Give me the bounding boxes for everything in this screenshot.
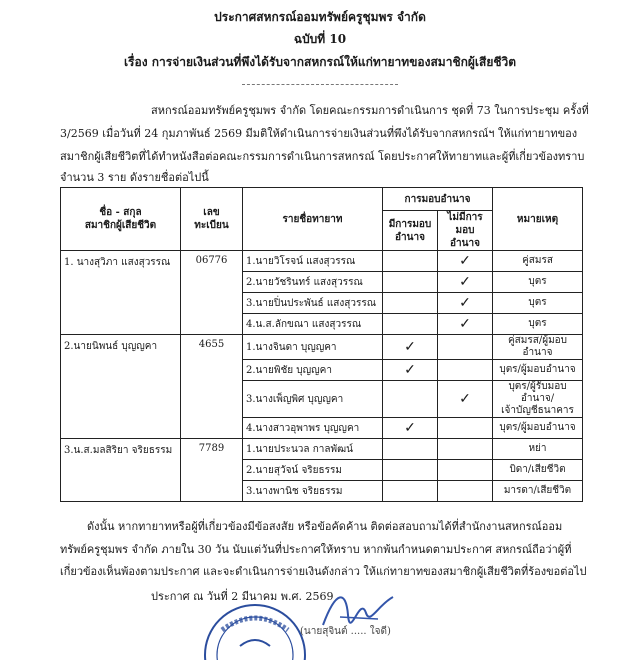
body-line-4: จำนวน 3 ราย ดังรายชื่อต่อไปนี้ — [60, 171, 209, 184]
auth-no-cell — [438, 251, 493, 272]
auth-yes-cell — [383, 314, 438, 335]
body-line-1: สหกรณ์ออมทรัพย์ครูชุมพร จำกัด โดยคณะกรรมการดำเนินการ ชุดที่ 73 ในการประชุม ครั้งที่ — [151, 104, 589, 117]
heir-name-cell: 4.น.ส.ลักขณา แสงสุวรรณ — [243, 314, 383, 335]
remark-cell: บุตร/ผู้มอบอำนาจ — [493, 418, 583, 439]
checkmark-icon: ✓ — [459, 295, 471, 311]
member-registration-cell: 7789 — [181, 439, 243, 502]
org-title: ประกาศสหกรณ์ออมทรัพย์ครูชุมพร จำกัด — [214, 10, 426, 24]
announce-date: ประกาศ ณ วันที่ 2 มีนาคม พ.ศ. 2569 — [151, 590, 334, 603]
footer-line-2: ทรัพย์ครูชุมพร จำกัด ภายใน 30 วัน นับแต่วันที่ประกาศให้ทราบ หากพ้นกำหนดตามประกาศ สหกรณ์ถือว่าผู้ที่ — [60, 543, 572, 556]
issue-number: ฉบับที่ 10 — [293, 32, 347, 46]
remark-cell: หย่า — [493, 439, 583, 460]
heir-name-cell: 1.นางจินดา บุญญคา — [243, 335, 383, 360]
remark-cell: บุตร — [493, 293, 583, 314]
checkmark-icon: ✓ — [404, 339, 416, 355]
auth-yes-cell — [383, 293, 438, 314]
auth-yes-cell — [383, 381, 438, 418]
heir-name-cell: 3.นางพานิช จริยธรรม — [243, 481, 383, 502]
remark-cell: คู่สมรส/ผู้มอบอำนาจ — [493, 335, 583, 360]
auth-no-cell — [438, 418, 493, 439]
auth-yes-cell — [383, 439, 438, 460]
col-header-auth-no: ไม่มีการ มอบอำนาจ — [438, 211, 493, 251]
remark-cell: บุตร — [493, 314, 583, 335]
col-header-heirs: รายชื่อทายาท — [243, 188, 383, 251]
table-row — [61, 251, 583, 272]
checkmark-icon: ✓ — [459, 391, 471, 407]
cooperative-seal-stamp — [200, 600, 310, 660]
signer-name-fragment: (นายสุจินต์ ..... ใจดี) — [300, 626, 391, 637]
auth-yes-cell — [383, 460, 438, 481]
footer-line-3: เกี่ยวข้องเห็นพ้องตามประกาศ และจะดำเนินการจ่ายเงินดังกล่าว ให้แก่ทายาทของสมาชิกผู้เสียชีวิตที่ร้องขอต่อไป — [60, 565, 587, 578]
remark-cell: บุตร/ผู้รับมอบอำนาจ/ เจ้าบัญชีธนาคาร — [493, 381, 583, 418]
col-header-authorization: การมอบอำนาจ — [383, 188, 493, 211]
remark-cell: บุตร — [493, 272, 583, 293]
footer-line-1: ดังนั้น หากทายาทหรือผู้ที่เกี่ยวข้องมีข้อสงสัย หรือข้อคัดค้าน ติดต่อสอบถามได้ที่สำนักงานสหกรณ์ออม — [87, 520, 563, 533]
member-registration-cell: 4655 — [181, 335, 243, 439]
auth-yes-cell — [383, 251, 438, 272]
auth-yes-cell — [383, 335, 438, 360]
auth-yes-cell — [383, 272, 438, 293]
table-row — [61, 439, 583, 460]
heirs-table — [60, 187, 583, 502]
auth-no-cell — [438, 439, 493, 460]
heir-name-cell: 2.นายสุวัจน์ จริยธรรม — [243, 460, 383, 481]
checkmark-icon: ✓ — [404, 420, 416, 436]
table-row — [61, 335, 583, 360]
member-name-cell: 3.น.ส.มลสิริยา จริยธรรม — [61, 439, 181, 502]
checkmark-icon: ✓ — [459, 274, 471, 290]
auth-yes-cell — [383, 418, 438, 439]
auth-no-cell — [438, 460, 493, 481]
heir-name-cell: 1.นายประนวล กาลพัฒน์ — [243, 439, 383, 460]
auth-no-cell — [438, 272, 493, 293]
checkmark-icon: ✓ — [459, 253, 471, 269]
heir-name-cell: 3.นายปิ่นประพันธ์ แสงสุวรรณ — [243, 293, 383, 314]
title-divider — [242, 84, 398, 85]
col-header-auth-yes: มีการมอบ อำนาจ — [383, 211, 438, 251]
member-name-cell: 2.นายนิพนธ์ บุญญคา — [61, 335, 181, 439]
col-header-registration: เลข ทะเบียน — [181, 188, 243, 251]
subject-line: เรื่อง การจ่ายเงินส่วนที่พึงได้รับจากสหกรณ์ให้แก่ทายาทของสมาชิกผู้เสียชีวิต — [123, 55, 517, 69]
checkmark-icon: ✓ — [404, 362, 416, 378]
auth-yes-cell — [383, 481, 438, 502]
col-header-remark: หมายเหตุ — [493, 188, 583, 251]
auth-no-cell — [438, 381, 493, 418]
auth-yes-cell — [383, 360, 438, 381]
auth-no-cell — [438, 314, 493, 335]
auth-no-cell — [438, 360, 493, 381]
auth-no-cell — [438, 335, 493, 360]
col-header-member-name: ชื่อ - สกุล สมาชิกผู้เสียชีวิต — [61, 188, 181, 251]
member-registration-cell: 06776 — [181, 251, 243, 335]
member-name-cell: 1. นางสุวิภา แสงสุวรรณ — [61, 251, 181, 335]
table-body — [61, 251, 583, 502]
remark-cell: มารดา/เสียชีวิต — [493, 481, 583, 502]
heir-name-cell: 1.นายวิโรจน์ แสงสุวรรณ — [243, 251, 383, 272]
auth-no-cell — [438, 481, 493, 502]
auth-no-cell — [438, 293, 493, 314]
remark-cell: บิดา/เสียชีวิต — [493, 460, 583, 481]
remark-cell: บุตร/ผู้มอบอำนาจ — [493, 360, 583, 381]
remark-cell: คู่สมรส — [493, 251, 583, 272]
body-line-2: 3/2569 เมื่อวันที่ 24 กุมภาพันธ์ 2569 มีมติให้ดำเนินการจ่ายเงินส่วนที่พึงได้รับจากสหกรณ์ฯ ให้แก่ทายาทของ — [60, 127, 578, 140]
checkmark-icon: ✓ — [459, 316, 471, 332]
heir-name-cell: 2.นายวัชรินทร์ แสงสุวรรณ — [243, 272, 383, 293]
heir-name-cell: 3.นางเพ็ญพิศ บุญญคา — [243, 381, 383, 418]
heir-name-cell: 4.นางสาวอุพาพร บุญญคา — [243, 418, 383, 439]
heir-name-cell: 2.นายพิชัย บุญญคา — [243, 360, 383, 381]
body-line-3: สมาชิกผู้เสียชีวิตที่ได้ทำหนังสือต่อคณะกรรมการดำเนินการสหกรณ์ โดยประกาศให้ทายาทและผู้ที่เกี่ยวข้องทราบ — [60, 150, 585, 163]
